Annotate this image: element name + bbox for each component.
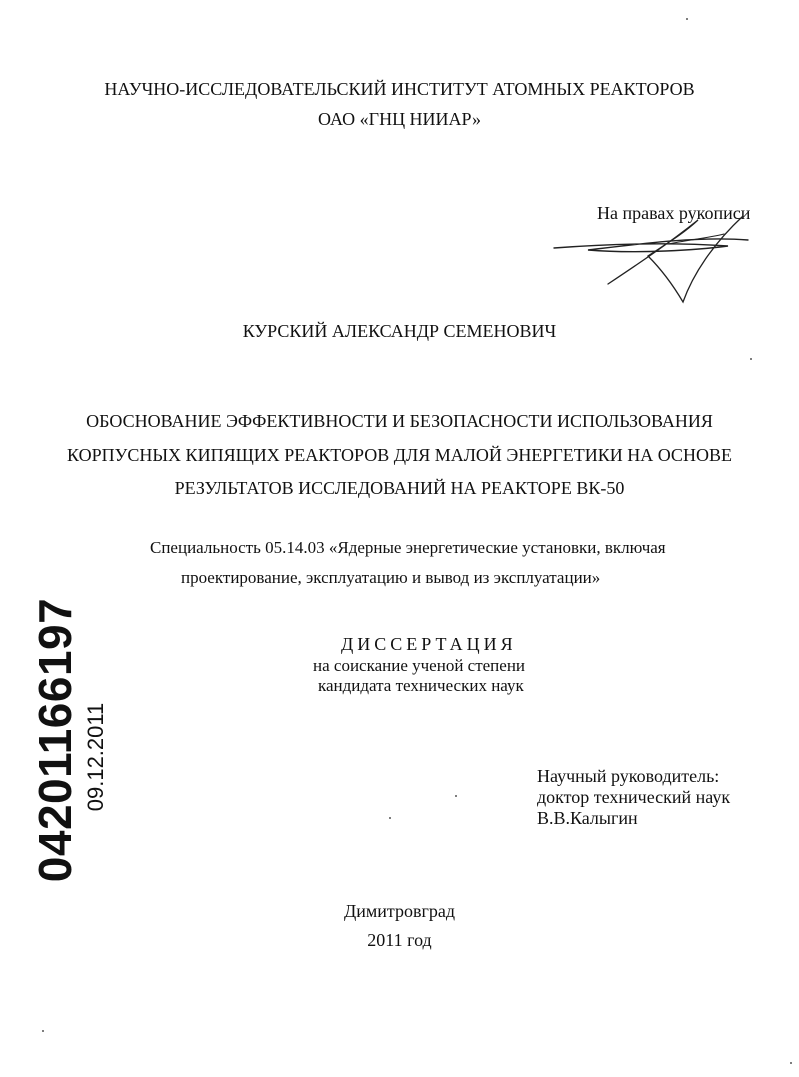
thesis-title-line-1: ОБОСНОВАНИЕ ЭФФЕКТИВНОСТИ И БЕЗОПАСНОСТИ ИСПОЛЬЗОВАНИЯ bbox=[86, 411, 713, 431]
advisor-name: В.В.Калыгин bbox=[537, 808, 638, 828]
specialty-line-2: проектирование, эксплуатацию и вывод из эксплуатации» bbox=[181, 568, 601, 587]
scan-speck bbox=[750, 358, 752, 360]
specialty-line-1: Специальность 05.14.03 «Ядерные энергетические установки, включая bbox=[150, 538, 666, 557]
scan-speck bbox=[686, 18, 688, 20]
scan-speck bbox=[389, 817, 391, 819]
scan-speck bbox=[42, 1030, 44, 1032]
institute-name: НАУЧНО-ИССЛЕДОВАТЕЛЬСКИЙ ИНСТИТУТ АТОМНЫХ РЕАКТОРОВ bbox=[104, 79, 695, 99]
year: 2011 год bbox=[367, 930, 432, 950]
degree-line-2: кандидата технических наук bbox=[318, 676, 524, 695]
registration-date: 09.12.2011 bbox=[83, 702, 108, 812]
thesis-title-line-3: РЕЗУЛЬТАТОВ ИССЛЕДОВАНИЙ НА РЕАКТОРЕ ВК-50 bbox=[174, 478, 625, 498]
scan-speck bbox=[790, 1062, 792, 1064]
city: Димитровград bbox=[343, 901, 456, 921]
registration-number: 04201166197 bbox=[29, 597, 81, 883]
scan-speck bbox=[455, 795, 457, 797]
advisor-degree: доктор технический наук bbox=[537, 787, 731, 807]
advisor-label: Научный руководитель: bbox=[537, 766, 720, 786]
degree-line-1: на соискание ученой степени bbox=[313, 656, 526, 675]
signature-icon bbox=[548, 214, 768, 314]
organization-name: ОАО «ГНЦ НИИАР» bbox=[317, 109, 482, 129]
rights-notice: На правах рукописи bbox=[597, 203, 751, 223]
author-name: КУРСКИЙ АЛЕКСАНДР СЕМЕНОВИЧ bbox=[242, 321, 557, 341]
thesis-title-line-2: КОРПУСНЫХ КИПЯЩИХ РЕАКТОРОВ ДЛЯ МАЛОЙ ЭНЕРГЕТИКИ НА ОСНОВЕ bbox=[67, 445, 732, 465]
work-type: ДИССЕРТАЦИЯ bbox=[341, 634, 517, 654]
